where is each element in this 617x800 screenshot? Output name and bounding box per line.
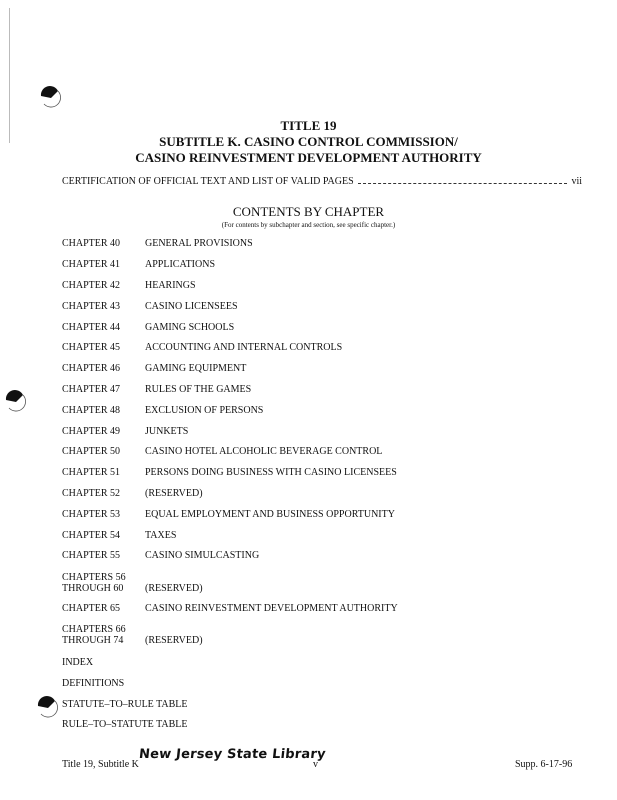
chapter-label: CHAPTERS 66	[62, 624, 126, 635]
chapter-title: GENERAL PROVISIONS	[145, 238, 253, 249]
chapter-label: CHAPTERS 56	[62, 572, 126, 583]
binder-hole-icon	[3, 388, 27, 412]
chapter-label: STATUTE–TO–RULE TABLE	[62, 699, 188, 710]
chapter-title: ACCOUNTING AND INTERNAL CONTROLS	[145, 342, 343, 353]
chapter-title: PERSONS DOING BUSINESS WITH CASINO LICENSEES	[145, 467, 397, 478]
title-line-1: TITLE 19	[280, 118, 337, 133]
binder-hole-icon	[35, 694, 59, 718]
certification-line	[62, 176, 582, 187]
chapter-label: CHAPTER 50	[62, 446, 121, 457]
binder-hole-icon	[38, 84, 62, 108]
chapter-title: EQUAL EMPLOYMENT AND BUSINESS OPPORTUNITY	[145, 509, 395, 520]
contents-subheading: (For contents by subchapter and section, see specific chapter.)	[221, 221, 396, 229]
chapter-title: JUNKETS	[145, 426, 189, 437]
certification-text: CERTIFICATION OF OFFICIAL TEXT AND LIST OF VALID PAGES	[62, 176, 354, 187]
chapter-label: RULE–TO–STATUTE TABLE	[62, 719, 188, 730]
chapter-label: CHAPTER 49	[62, 426, 121, 437]
library-stamp: New Jersey State Library	[138, 747, 327, 762]
chapter-label: CHAPTER 42	[62, 280, 121, 291]
title-block	[0, 118, 617, 166]
chapter-title: EXCLUSION OF PERSONS	[145, 405, 264, 416]
chapter-title: HEARINGS	[145, 280, 196, 291]
page-number: v	[313, 759, 318, 770]
chapter-label-line-2: THROUGH 74	[62, 635, 124, 646]
certification-page: vii	[571, 176, 582, 187]
chapter-label: CHAPTER 54	[62, 530, 121, 541]
contents-heading: CONTENTS BY CHAPTER	[232, 204, 385, 219]
chapter-label: CHAPTER 43	[62, 301, 121, 312]
chapter-label: DEFINITIONS	[62, 678, 125, 689]
chapter-title: (RESERVED)	[145, 583, 203, 594]
chapter-title: GAMING SCHOOLS	[145, 322, 235, 333]
chapter-title: CASINO REINVESTMENT DEVELOPMENT AUTHORITY	[145, 603, 398, 614]
chapter-label: CHAPTER 41	[62, 259, 121, 270]
chapter-label: CHAPTER 45	[62, 342, 121, 353]
chapter-title: (RESERVED)	[145, 635, 203, 646]
chapter-title: CASINO HOTEL ALCOHOLIC BEVERAGE CONTROL	[145, 446, 383, 457]
chapter-label: CHAPTER 55	[62, 550, 121, 561]
chapter-label: CHAPTER 65	[62, 603, 121, 614]
title-line-2: SUBTITLE K. CASINO CONTROL COMMISSION/	[159, 134, 458, 149]
chapter-label: CHAPTER 52	[62, 488, 121, 499]
chapter-label: CHAPTER 48	[62, 405, 121, 416]
chapter-title: TAXES	[145, 530, 177, 541]
chapter-label: CHAPTER 51	[62, 467, 121, 478]
chapter-label: CHAPTER 46	[62, 363, 121, 374]
supplement-date: Supp. 6-17-96	[515, 759, 573, 770]
chapter-label: INDEX	[62, 657, 94, 668]
chapter-title: APPLICATIONS	[145, 259, 216, 270]
chapter-label: CHAPTER 40	[62, 238, 121, 249]
chapter-title: CASINO LICENSEES	[145, 301, 238, 312]
leader-dashes	[358, 183, 568, 184]
chapter-title: (RESERVED)	[145, 488, 203, 499]
chapter-label: CHAPTER 47	[62, 384, 121, 395]
chapter-label-line-2: THROUGH 60	[62, 583, 124, 594]
chapter-title: CASINO SIMULCASTING	[145, 550, 260, 561]
footer-title: Title 19, Subtitle K	[62, 759, 139, 770]
title-line-3: CASINO REINVESTMENT DEVELOPMENT AUTHORITY	[135, 150, 482, 165]
chapter-label: CHAPTER 44	[62, 322, 121, 333]
chapter-title: RULES OF THE GAMES	[145, 384, 252, 395]
chapter-label: CHAPTER 53	[62, 509, 121, 520]
chapter-title: GAMING EQUIPMENT	[145, 363, 247, 374]
